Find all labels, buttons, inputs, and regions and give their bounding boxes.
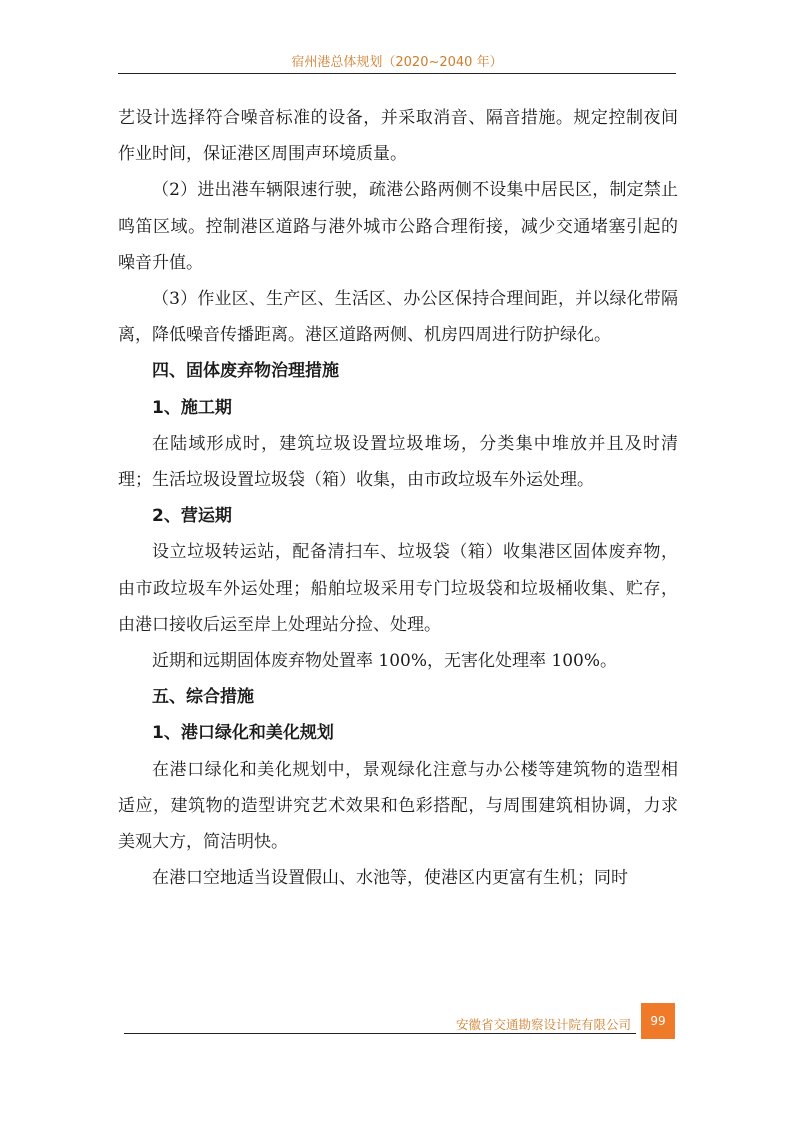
page-number-badge: 99	[641, 1003, 675, 1039]
subsection-heading: 1、施工期	[152, 397, 232, 418]
paragraph: 在陆域形成时，建筑垃圾设置垃圾堆场，分类集中堆放并且及时清理；生活垃圾设置垃圾袋（箱）收集，由市政垃圾车外运处理。	[118, 433, 678, 491]
footer-divider	[124, 1033, 636, 1034]
footer-company-name: 安徽省交通勘察设计院有限公司	[455, 1017, 631, 1032]
header-title: 宿州港总体规划（2020~2040 年）	[291, 55, 503, 70]
paragraph: 设立垃圾转运站，配备清扫车、垃圾袋（箱）收集港区固体废弃物，由市政垃圾车外运处理；船舶垃圾采用专门垃圾袋和垃圾桶收集、贮存，由港口接收后运至岸上处理站分捡、处理。	[118, 542, 678, 635]
document-body	[118, 100, 678, 896]
section-heading: 五、综合措施	[152, 687, 254, 708]
section-heading: 四、固体废弃物治理措施	[152, 361, 339, 382]
subsection-heading: 2、营运期	[152, 506, 232, 527]
paragraph: 在港口空地适当设置假山、水池等，使港区内更富有生机；同时	[152, 868, 628, 889]
paragraph: 近期和远期固体废弃物处置率 100%，无害化处理率 100%。	[152, 651, 618, 672]
paragraph: 在港口绿化和美化规划中，景观绿化注意与办公楼等建筑物的造型相适应，建筑物的造型讲究艺术效果和色彩搭配，与周围建筑相协调，力求美观大方，简洁明快。	[118, 759, 678, 853]
paragraph: （3）作业区、生产区、生活区、办公区保持合理间距，并以绿化带隔离，降低噪音传播距离。港区道路两侧、机房四周进行防护绿化。	[118, 289, 678, 346]
paragraph: （2）进出港车辆限速行驶，疏港公路两侧不设集中居民区，制定禁止鸣笛区域。控制港区道路与港外城市公路合理衔接，减少交通堵塞引起的噪音升值。	[118, 180, 678, 273]
header-divider	[118, 73, 676, 74]
subsection-heading: 1、港口绿化和美化规划	[152, 723, 334, 744]
paragraph: 艺设计选择符合噪音标准的设备，并采取消音、隔音措施。规定控制夜间作业时间，保证港区周围声环境质量。	[118, 108, 678, 165]
